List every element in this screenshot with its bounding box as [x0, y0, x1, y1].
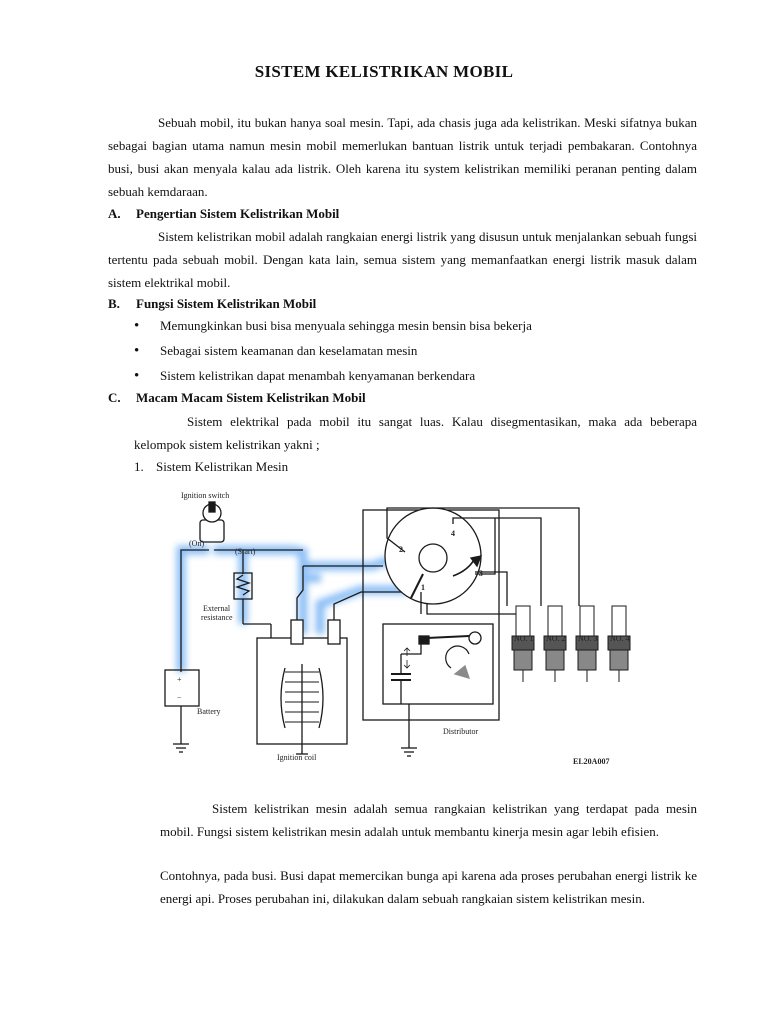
label-resistance: resistance	[201, 613, 233, 622]
intro-paragraph: Sebuah mobil, itu bukan hanya soal mesin. Tapi, ada chasis juga ada kelistrikan. Meski sifatnya bukan sebagai bagian utama namun mesin mobil memerlukan bantuan listrik untuk terjadi pembakaran. Contohnya busi, busi akan menyala kalau ada listrik. Oleh karena itu system kelistrikan memiliki peranan penting dalam sebuah kemdaraan.	[108, 115, 697, 199]
subsection-1-heading	[134, 457, 288, 477]
bullet-item: • Sistem kelistrikan dapat menambah kenyamanan berkendara	[134, 366, 532, 391]
label-distributor: Distributor	[443, 727, 479, 736]
section-c-paragraph: Sistem elektrikal pada mobil itu sangat luas. Kalau disegmentasikan, maka ada beberapa kelompok sistem kelistrikan yakni ;	[134, 414, 697, 452]
spark-plug-2	[544, 606, 566, 682]
label-ignition-coil: Ignition coil	[277, 753, 317, 762]
label-plug-2: NO. 2	[546, 634, 566, 643]
subsection-1-title: Sistem Kelistrikan Mesin	[156, 459, 289, 474]
bullet-item: • Sebagai sistem keamanan dan keselamatan mesin	[134, 341, 532, 366]
section-c-label: C.	[108, 390, 121, 405]
ignition-system-diagram	[121, 478, 649, 774]
label-plug-4: NO. 4	[610, 634, 630, 643]
spark-plug-1	[512, 606, 534, 682]
section-b-heading	[108, 294, 316, 314]
section-a-title: Pengertian Sistem Kelistrikan Mobil	[136, 206, 340, 221]
bullet-item: • Memungkinkan busi bisa menyuala sehingga mesin bensin bisa bekerja	[134, 316, 532, 341]
label-terminal-4: 4	[451, 529, 455, 538]
figure-code: EL20A007	[573, 757, 610, 766]
label-terminal-3: 3	[479, 569, 483, 578]
section-a-paragraph: Sistem kelistrikan mobil adalah rangkaian energi listrik yang disusun untuk menjalankan sebuah fungsi tertentu pada sebuah mobil. Dengan kata lain, semua sistem yang memanfaatkan energi listrik masuk dalam sistem elektrikal mobil.	[108, 229, 697, 290]
document-title: SISTEM KELISTRIKAN MOBIL	[254, 62, 514, 81]
section-c-title: Macam Macam Sistem Kelistrikan Mobil	[136, 390, 366, 405]
paragraph-after-diagram-2: Contohnya, pada busi. Busi dapat memercikan bunga api karena ada proses perubahan energi listrik ke energi api. Proses perubahan ini, dilakukan dalam sebuah rangkaian sistem kelistrikan mesin.	[160, 868, 697, 906]
paragraph-after-diagram-1: Sistem kelistrikan mesin adalah semua rangkaian kelistrikan yang terdapat pada mesin mobil. Fungsi sistem kelistrikan mesin adalah untuk membantu kinerja mesin agar lebih efisien.	[160, 801, 697, 839]
label-start: (Start)	[235, 547, 256, 556]
function-bullet-list	[134, 316, 532, 391]
label-on: (On)	[189, 539, 205, 548]
label-battery-minus: −	[177, 693, 182, 702]
section-c-heading	[108, 388, 366, 408]
label-terminal-2: 2	[399, 545, 403, 554]
label-ignition-switch: Ignition switch	[181, 491, 230, 500]
section-b-title: Fungsi Sistem Kelistrikan Mobil	[136, 296, 317, 311]
label-battery-plus: +	[177, 675, 182, 684]
section-b-label: B.	[108, 296, 120, 311]
label-plug-3: NO. 3	[578, 634, 598, 643]
spark-plug-4	[608, 606, 630, 682]
section-a-heading	[108, 204, 339, 224]
label-plug-1: NO. 1	[514, 634, 534, 643]
section-a-label: A.	[108, 206, 121, 221]
label-terminal-1: 1	[421, 583, 425, 592]
battery	[165, 670, 199, 706]
spark-plug-3	[576, 606, 598, 682]
subsection-1-number: 1.	[134, 459, 144, 474]
label-external: External	[203, 604, 231, 613]
label-battery: Battery	[197, 707, 221, 716]
